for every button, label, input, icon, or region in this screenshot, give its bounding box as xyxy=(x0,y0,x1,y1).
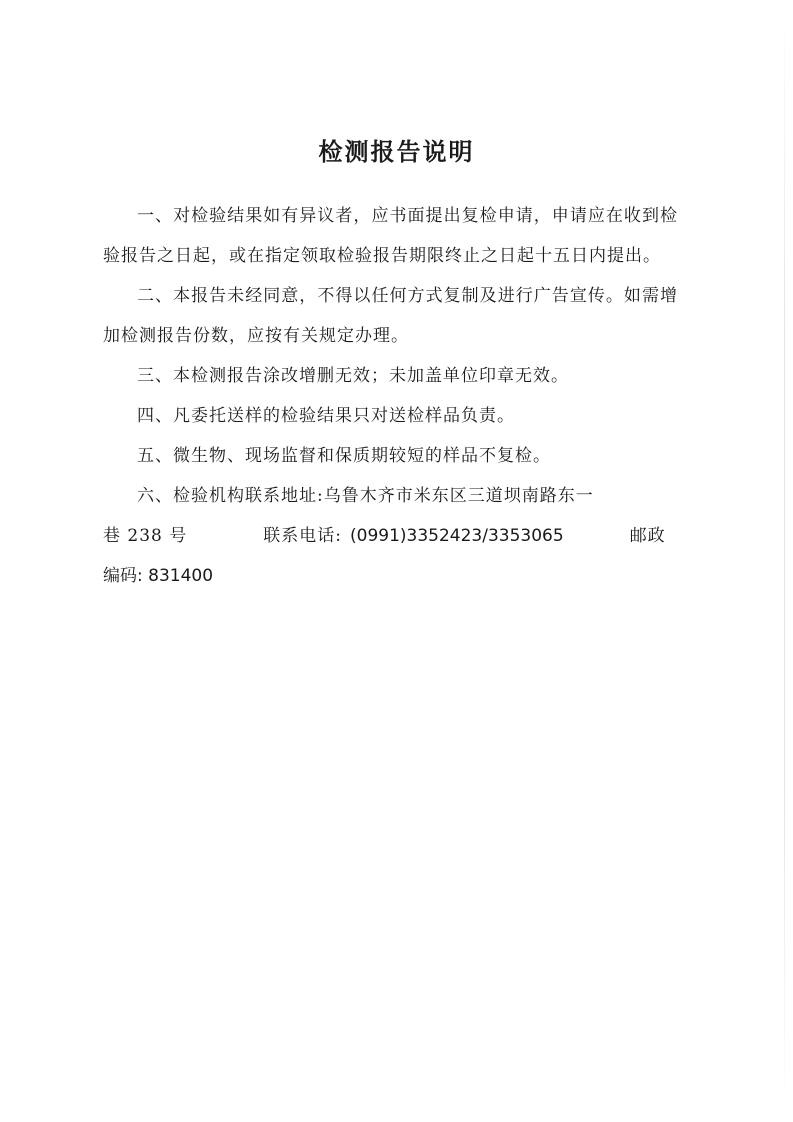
note-item-3: 三、本检测报告涂改增删无效；未加盖单位印章无效。 xyxy=(137,366,569,386)
contact-postal-label: 邮政 xyxy=(629,526,666,546)
note-item-5: 五、微生物、现场监督和保质期较短的样品不复检。 xyxy=(137,446,551,466)
note-item-4: 四、凡委托送样的检验结果只对送检样品负责。 xyxy=(137,406,515,426)
contact-postal-value: 编码: 831400 xyxy=(103,566,214,586)
note-item-2: 二、本报告未经同意，不得以任何方式复制及进行广告宣传。如需增加检测报告份数，应按有关规定办理。 xyxy=(103,286,678,346)
postal-line xyxy=(103,556,678,596)
scan-edge xyxy=(784,0,785,1122)
report-notes xyxy=(103,196,678,596)
note-item-6-contact xyxy=(103,476,678,516)
note-item-1: 一、对检验结果如有异议者，应书面提出复检申请，申请应在收到检验报告之日起，或在指定领取检验报告期限终止之日起十五日内提出。 xyxy=(103,206,678,266)
contact-line xyxy=(103,516,678,556)
contact-address-suffix: 巷 238 号 xyxy=(103,526,188,546)
contact-phone-label: 联系电话: xyxy=(263,526,342,546)
page-title: 检测报告说明 xyxy=(318,138,475,166)
contact-address-prefix: 六、检验机构联系地址:乌鲁木齐市米东区三道坝南路东一 xyxy=(137,486,594,506)
contact-phone-value: (0991)3352423/3353065 xyxy=(350,526,564,546)
